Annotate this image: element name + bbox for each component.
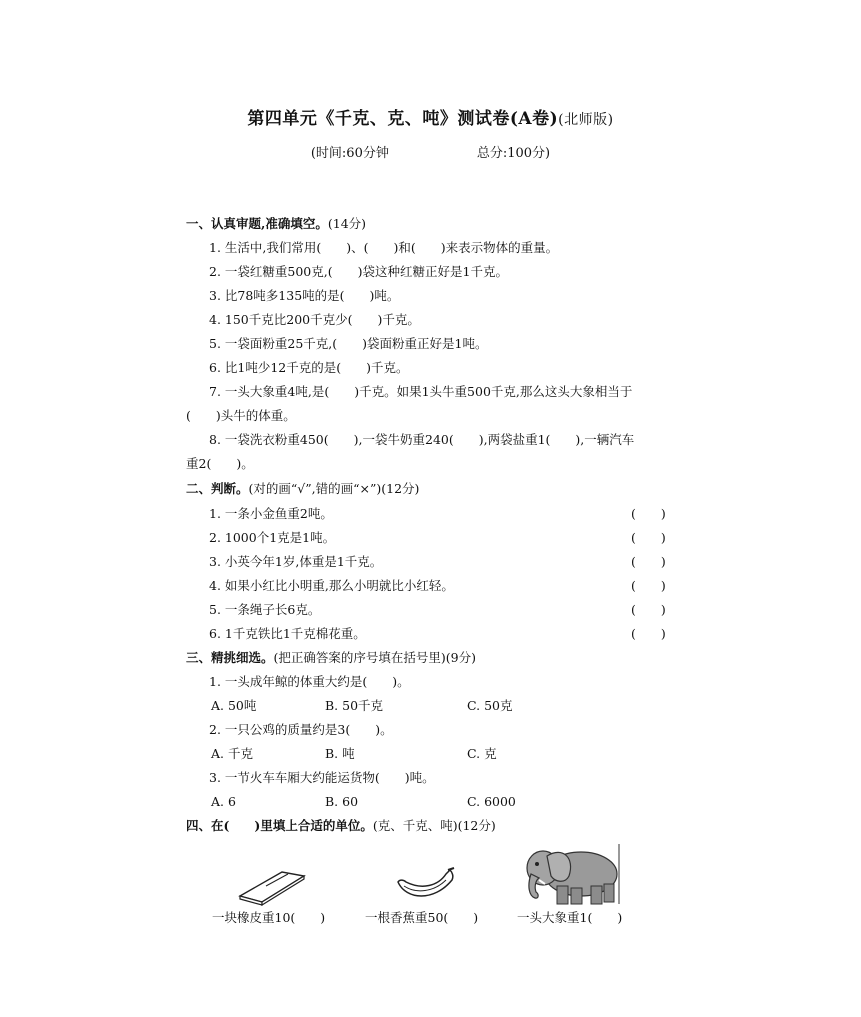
s3-question-2: 2. 一只公鸡的质量约是3( )。	[209, 722, 393, 737]
s2-question-2: 2. 1000个1克是1吨。	[209, 530, 336, 545]
answer-box[interactable]: ( )	[631, 554, 666, 569]
s1-question-4: 4. 150千克比200千克少( )千克。	[209, 312, 420, 327]
s1-question-5: 5. 一袋面粉重25千克,( )袋面粉重正好是1吨。	[209, 336, 488, 351]
s3-q2-option-a: A. 千克	[211, 746, 253, 761]
banana-image	[392, 866, 460, 906]
s3-q3-option-c: C. 6000	[467, 794, 516, 809]
answer-box[interactable]: ( )	[631, 578, 666, 593]
s1-question-3: 3. 比78吨多135吨的是( )吨。	[209, 288, 400, 303]
s3-q2-option-b: B. 吨	[325, 746, 355, 761]
s1-question-8-line2: 重2( )。	[186, 456, 254, 471]
section-3-heading: 三、精挑细选。(把正确答案的序号填在括号里)(9分)	[186, 650, 476, 665]
s2-question-1: 1. 一条小金鱼重2吨。	[209, 506, 333, 521]
section-4-heading: 四、在( )里填上合适的单位。(克、千克、吨)(12分)	[186, 818, 496, 833]
s3-q3-option-a: A. 6	[211, 794, 236, 809]
s2-question-4: 4. 如果小红比小明重,那么小明就比小红轻。	[209, 578, 454, 593]
s4-item-eraser: 一块橡皮重10( )	[212, 910, 326, 925]
total-score: 总分:100分)	[476, 146, 551, 161]
s3-question-3: 3. 一节火车车厢大约能运货物( )吨。	[209, 770, 435, 785]
s3-q2-option-c: C. 克	[467, 746, 497, 761]
answer-box[interactable]: ( )	[631, 626, 666, 641]
answer-box[interactable]: ( )	[631, 602, 666, 617]
s2-question-3: 3. 小英今年1岁,体重是1千克。	[209, 554, 383, 569]
time-limit: (时间:60分钟	[310, 146, 389, 161]
s4-item-elephant: 一头大象重1( )	[517, 910, 623, 925]
exam-meta	[0, 142, 861, 161]
s1-question-7-line1: 7. 一头大象重4吨,是( )千克。如果1头牛重500千克,那么这头大象相当于	[209, 384, 633, 399]
s3-q3-option-b: B. 60	[325, 794, 359, 809]
s3-question-1: 1. 一头成年鲸的体重大约是( )。	[209, 674, 410, 689]
s1-question-1: 1. 生活中,我们常用( )、( )和( )来表示物体的重量。	[209, 240, 559, 255]
s1-question-8-line1: 8. 一袋洗衣粉重450( ),一袋牛奶重240( ),两袋盐重1( ),一辆汽车	[209, 432, 635, 447]
s1-question-2: 2. 一袋红糖重500克,( )袋这种红糖正好是1千克。	[209, 264, 508, 279]
s3-q1-option-b: B. 50千克	[325, 698, 384, 713]
answer-box[interactable]: ( )	[631, 506, 666, 521]
title-edition: (北师版)	[558, 112, 614, 128]
s3-q1-option-c: C. 50克	[467, 698, 513, 713]
section-2-heading: 二、判断。(对的画“√”,错的画“×”)(12分)	[186, 481, 420, 496]
elephant-image	[519, 842, 623, 908]
section-1-heading: 一、认真审题,准确填空。(14分)	[186, 216, 367, 231]
s1-question-7-line2: ( )头牛的体重。	[186, 408, 296, 423]
eraser-image	[236, 866, 308, 906]
title-main: 第四单元《千克、克、吨》测试卷(A卷)	[247, 109, 559, 129]
page-title	[0, 104, 861, 129]
s2-question-6: 6. 1千克铁比1千克棉花重。	[209, 626, 366, 641]
answer-box[interactable]: ( )	[631, 530, 666, 545]
s3-q1-option-a: A. 50吨	[211, 698, 257, 713]
s1-question-6: 6. 比1吨少12千克的是( )千克。	[209, 360, 409, 375]
s2-question-5: 5. 一条绳子长6克。	[209, 602, 321, 617]
s4-item-banana: 一根香蕉重50( )	[365, 910, 479, 925]
